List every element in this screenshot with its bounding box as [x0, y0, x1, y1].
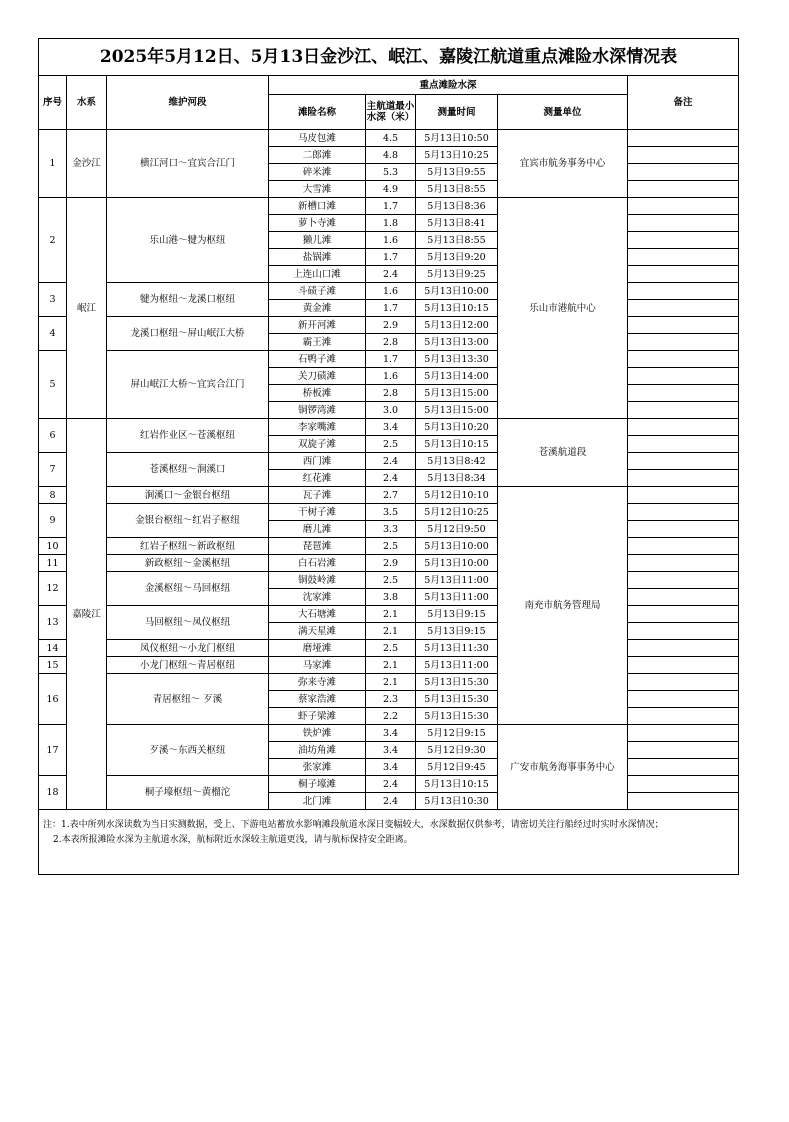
- time-cell: 5月13日10:00: [416, 283, 498, 300]
- shoal-cell: 弥来寺滩: [269, 674, 366, 691]
- remark-cell: [628, 674, 739, 691]
- time-cell: 5月13日10:00: [416, 555, 498, 572]
- remark-cell: [628, 742, 739, 759]
- depth-cell: 4.5: [366, 130, 416, 147]
- remark-cell: [628, 759, 739, 776]
- time-cell: 5月13日10:25: [416, 147, 498, 164]
- unit-cell: 苍溪航道段: [498, 419, 628, 487]
- seq-cell: 10: [39, 538, 67, 555]
- unit-cell: 宜宾市航务事务中心: [498, 130, 628, 198]
- table-row: [39, 538, 739, 555]
- remark-cell: [628, 419, 739, 436]
- unit-cell: 乐山市港航中心: [498, 198, 628, 419]
- shoal-cell: 黄金滩: [269, 300, 366, 317]
- depth-cell: 2.5: [366, 538, 416, 555]
- depth-cell: 5.3: [366, 164, 416, 181]
- section-cell: 新政枢纽～金溪枢纽: [107, 555, 269, 572]
- time-cell: 5月13日9:55: [416, 164, 498, 181]
- seq-cell: 9: [39, 504, 67, 538]
- shoal-cell: 新槽口滩: [269, 198, 366, 215]
- remark-cell: [628, 555, 739, 572]
- section-cell: 屏山岷江大桥～宜宾合江门: [107, 351, 269, 419]
- section-cell: 歹溪～东西关枢纽: [107, 725, 269, 776]
- seq-cell: 5: [39, 351, 67, 419]
- remark-cell: [628, 640, 739, 657]
- remark-cell: [628, 317, 739, 334]
- time-cell: 5月13日10:20: [416, 419, 498, 436]
- depth-cell: 2.8: [366, 385, 416, 402]
- remark-cell: [628, 181, 739, 198]
- depth-cell: 4.9: [366, 181, 416, 198]
- section-cell: 凤仪枢纽～小龙门枢纽: [107, 640, 269, 657]
- time-cell: 5月13日10:15: [416, 300, 498, 317]
- seq-cell: 8: [39, 487, 67, 504]
- time-cell: 5月13日15:00: [416, 385, 498, 402]
- time-cell: 5月13日13:30: [416, 351, 498, 368]
- shoal-cell: 碎米滩: [269, 164, 366, 181]
- shoal-cell: 磨儿滩: [269, 521, 366, 538]
- remark-cell: [628, 521, 739, 538]
- river-cell: 金沙江: [67, 130, 107, 198]
- shoal-cell: 磨垭滩: [269, 640, 366, 657]
- depth-cell: 2.9: [366, 317, 416, 334]
- remark-cell: [628, 232, 739, 249]
- time-cell: 5月13日8:34: [416, 470, 498, 487]
- remark-cell: [628, 130, 739, 147]
- time-cell: 5月13日10:15: [416, 436, 498, 453]
- remark-cell: [628, 691, 739, 708]
- river-cell: 岷江: [67, 198, 107, 419]
- section-cell: 金银台枢纽～红岩子枢纽: [107, 504, 269, 538]
- shoal-cell: 铜鼓岭滩: [269, 572, 366, 589]
- shoal-cell: 西门滩: [269, 453, 366, 470]
- depth-cell: 2.7: [366, 487, 416, 504]
- remark-cell: [628, 470, 739, 487]
- seq-cell: 7: [39, 453, 67, 487]
- depth-cell: 2.2: [366, 708, 416, 725]
- section-cell: 桐子壕枢纽～黄榴沱: [107, 776, 269, 810]
- shoal-cell: 萝卜寺滩: [269, 215, 366, 232]
- notes-row: [39, 810, 739, 875]
- remark-cell: [628, 776, 739, 793]
- shoal-cell: 新开河滩: [269, 317, 366, 334]
- seq-cell: 3: [39, 283, 67, 317]
- time-cell: 5月13日9:15: [416, 623, 498, 640]
- time-cell: 5月12日9:15: [416, 725, 498, 742]
- section-cell: 涧溪口～金银台枢纽: [107, 487, 269, 504]
- table-row: [39, 572, 739, 589]
- depth-cell: 3.5: [366, 504, 416, 521]
- remark-cell: [628, 572, 739, 589]
- time-cell: 5月13日9:15: [416, 606, 498, 623]
- time-cell: 5月13日8:42: [416, 453, 498, 470]
- seq-cell: 14: [39, 640, 67, 657]
- seq-cell: 1: [39, 130, 67, 198]
- shoal-cell: 琵琶滩: [269, 538, 366, 555]
- time-cell: 5月13日14:00: [416, 368, 498, 385]
- remark-cell: [628, 436, 739, 453]
- remark-cell: [628, 164, 739, 181]
- depth-cell: 3.4: [366, 419, 416, 436]
- depth-cell: 2.5: [366, 572, 416, 589]
- shoal-cell: 李家嘴滩: [269, 419, 366, 436]
- section-cell: 金溪枢纽～马回枢纽: [107, 572, 269, 606]
- remark-cell: [628, 215, 739, 232]
- time-cell: 5月13日12:00: [416, 317, 498, 334]
- shoal-cell: 二郎滩: [269, 147, 366, 164]
- time-cell: 5月13日15:30: [416, 708, 498, 725]
- time-cell: 5月13日8:36: [416, 198, 498, 215]
- shoal-cell: 油坊角滩: [269, 742, 366, 759]
- shoal-cell: 霸王滩: [269, 334, 366, 351]
- shoal-cell: 关刀碛滩: [269, 368, 366, 385]
- time-cell: 5月13日11:00: [416, 572, 498, 589]
- time-cell: 5月13日9:20: [416, 249, 498, 266]
- remark-cell: [628, 147, 739, 164]
- depth-cell: 2.4: [366, 453, 416, 470]
- remark-cell: [628, 725, 739, 742]
- depth-cell: 2.4: [366, 793, 416, 810]
- shoal-cell: 石鸭子滩: [269, 351, 366, 368]
- time-cell: 5月13日15:00: [416, 402, 498, 419]
- table-row: [39, 198, 739, 215]
- shoal-cell: 大雪滩: [269, 181, 366, 198]
- depth-report-sheet: [38, 38, 738, 875]
- notes-cell: [39, 810, 739, 875]
- depth-cell: 1.7: [366, 249, 416, 266]
- time-cell: 5月13日8:55: [416, 181, 498, 198]
- time-cell: 5月13日11:00: [416, 589, 498, 606]
- time-cell: 5月13日10:00: [416, 538, 498, 555]
- depth-cell: 4.8: [366, 147, 416, 164]
- seq-cell: 18: [39, 776, 67, 810]
- seq-cell: 6: [39, 419, 67, 453]
- seq-cell: 2: [39, 198, 67, 283]
- remark-cell: [628, 504, 739, 521]
- remark-cell: [628, 334, 739, 351]
- shoal-cell: 獭儿滩: [269, 232, 366, 249]
- table-row: [39, 351, 739, 368]
- time-cell: 5月13日11:30: [416, 640, 498, 657]
- seq-cell: 13: [39, 606, 67, 640]
- shoal-cell: 大石塘滩: [269, 606, 366, 623]
- table-row: [39, 776, 739, 793]
- time-cell: 5月13日10:50: [416, 130, 498, 147]
- section-cell: 犍为枢纽～龙溪口枢纽: [107, 283, 269, 317]
- header-time: 测量时间: [416, 95, 498, 130]
- table-row: [39, 130, 739, 147]
- header-depth: 主航道最小水深（米）: [366, 95, 416, 130]
- depth-cell: 3.0: [366, 402, 416, 419]
- remark-cell: [628, 266, 739, 283]
- remark-cell: [628, 300, 739, 317]
- remark-cell: [628, 623, 739, 640]
- remark-cell: [628, 198, 739, 215]
- depth-cell: 2.1: [366, 606, 416, 623]
- table-row: [39, 657, 739, 674]
- table-row: [39, 317, 739, 334]
- shoal-cell: 斗碛子滩: [269, 283, 366, 300]
- remark-cell: [628, 708, 739, 725]
- shoal-cell: 桐子壕滩: [269, 776, 366, 793]
- remark-cell: [628, 657, 739, 674]
- depth-cell: 1.6: [366, 283, 416, 300]
- page-title: 2025年5月12日、5月13日金沙江、岷江、嘉陵江航道重点滩险水深情况表: [39, 39, 739, 76]
- depth-table: [38, 38, 739, 875]
- unit-cell: 南充市航务管理局: [498, 487, 628, 725]
- shoal-cell: 铜锣湾滩: [269, 402, 366, 419]
- shoal-cell: 蔡家浩滩: [269, 691, 366, 708]
- shoal-cell: 瓦子滩: [269, 487, 366, 504]
- table-row: [39, 555, 739, 572]
- time-cell: 5月13日10:30: [416, 793, 498, 810]
- depth-cell: 3.4: [366, 742, 416, 759]
- table-row: [39, 504, 739, 521]
- section-cell: 苍溪枢纽～涧溪口: [107, 453, 269, 487]
- section-cell: 小龙门枢纽～青居枢纽: [107, 657, 269, 674]
- time-cell: 5月13日13:00: [416, 334, 498, 351]
- section-cell: 红岩作业区～苍溪枢纽: [107, 419, 269, 453]
- section-cell: 横江河口～宜宾合江门: [107, 130, 269, 198]
- shoal-cell: 铁炉滩: [269, 725, 366, 742]
- shoal-cell: 干树子滩: [269, 504, 366, 521]
- depth-cell: 1.7: [366, 300, 416, 317]
- shoal-cell: 北门滩: [269, 793, 366, 810]
- table-row: [39, 419, 739, 436]
- shoal-cell: 满天星滩: [269, 623, 366, 640]
- table-row: [39, 453, 739, 470]
- time-cell: 5月12日10:10: [416, 487, 498, 504]
- time-cell: 5月13日8:41: [416, 215, 498, 232]
- time-cell: 5月13日9:25: [416, 266, 498, 283]
- header-section: 维护河段: [107, 76, 269, 130]
- depth-cell: 1.7: [366, 351, 416, 368]
- depth-cell: 3.4: [366, 759, 416, 776]
- time-cell: 5月12日9:45: [416, 759, 498, 776]
- time-cell: 5月13日15:30: [416, 691, 498, 708]
- depth-cell: 2.1: [366, 674, 416, 691]
- header-remark: 备注: [628, 76, 739, 130]
- shoal-cell: 马皮包滩: [269, 130, 366, 147]
- shoal-cell: 上连山口滩: [269, 266, 366, 283]
- seq-cell: 17: [39, 725, 67, 776]
- table-row: [39, 725, 739, 742]
- depth-cell: 2.4: [366, 776, 416, 793]
- depth-cell: 3.4: [366, 725, 416, 742]
- section-cell: 红岩子枢纽～新政枢纽: [107, 538, 269, 555]
- remark-cell: [628, 453, 739, 470]
- shoal-cell: 双旋子滩: [269, 436, 366, 453]
- remark-cell: [628, 351, 739, 368]
- depth-cell: 2.5: [366, 640, 416, 657]
- depth-cell: 2.3: [366, 691, 416, 708]
- shoal-cell: 虾子梁滩: [269, 708, 366, 725]
- remark-cell: [628, 402, 739, 419]
- remark-cell: [628, 538, 739, 555]
- seq-cell: 12: [39, 572, 67, 606]
- unit-cell: 广安市航务海事事务中心: [498, 725, 628, 810]
- depth-cell: 2.4: [366, 470, 416, 487]
- header-seq: 序号: [39, 76, 67, 130]
- seq-cell: 4: [39, 317, 67, 351]
- time-cell: 5月13日11:00: [416, 657, 498, 674]
- depth-cell: 2.5: [366, 436, 416, 453]
- depth-cell: 1.8: [366, 215, 416, 232]
- table-row: [39, 674, 739, 691]
- seq-cell: 11: [39, 555, 67, 572]
- depth-cell: 1.6: [366, 368, 416, 385]
- shoal-cell: 沈家滩: [269, 589, 366, 606]
- header-river: 水系: [67, 76, 107, 130]
- depth-cell: 3.8: [366, 589, 416, 606]
- table-row: [39, 606, 739, 623]
- note-line: 2.本表所报滩险水深为主航道水深，航标附近水深较主航道更浅，请与航标保持安全距离。: [53, 835, 413, 845]
- remark-cell: [628, 368, 739, 385]
- river-cell: 嘉陵江: [67, 419, 107, 810]
- remark-cell: [628, 385, 739, 402]
- time-cell: 5月12日10:25: [416, 504, 498, 521]
- depth-cell: 2.9: [366, 555, 416, 572]
- section-cell: 乐山港～犍为枢纽: [107, 198, 269, 283]
- shoal-cell: 白石岩滩: [269, 555, 366, 572]
- table-row: [39, 487, 739, 504]
- note-line: 注：1.表中所列水深读数为当日实测数据，受上、下游电站蓄放水影响滩段航道水深日变幅较大，水深数据仅供参考，请密切关注行船经过时实时水深情况；: [43, 820, 664, 830]
- header-group: 重点滩险水深: [269, 76, 628, 95]
- header-shoal: 滩险名称: [269, 95, 366, 130]
- depth-cell: 2.1: [366, 623, 416, 640]
- section-cell: 马回枢纽～凤仪枢纽: [107, 606, 269, 640]
- depth-cell: 2.8: [366, 334, 416, 351]
- remark-cell: [628, 589, 739, 606]
- time-cell: 5月13日10:15: [416, 776, 498, 793]
- shoal-cell: 红花滩: [269, 470, 366, 487]
- depth-cell: 1.7: [366, 198, 416, 215]
- section-cell: 龙溪口枢纽～屏山岷江大桥: [107, 317, 269, 351]
- shoal-cell: 盐锅滩: [269, 249, 366, 266]
- table-row: [39, 640, 739, 657]
- time-cell: 5月13日15:30: [416, 674, 498, 691]
- remark-cell: [628, 487, 739, 504]
- shoal-cell: 桥板滩: [269, 385, 366, 402]
- seq-cell: 16: [39, 674, 67, 725]
- time-cell: 5月13日8:55: [416, 232, 498, 249]
- depth-cell: 2.1: [366, 657, 416, 674]
- shoal-cell: 张家滩: [269, 759, 366, 776]
- header-unit: 测量单位: [498, 95, 628, 130]
- depth-cell: 3.3: [366, 521, 416, 538]
- remark-cell: [628, 249, 739, 266]
- remark-cell: [628, 793, 739, 810]
- section-cell: 青居枢纽～ 歹溪: [107, 674, 269, 725]
- time-cell: 5月12日9:30: [416, 742, 498, 759]
- seq-cell: 15: [39, 657, 67, 674]
- depth-cell: 1.6: [366, 232, 416, 249]
- depth-cell: 2.4: [366, 266, 416, 283]
- time-cell: 5月12日9:50: [416, 521, 498, 538]
- remark-cell: [628, 606, 739, 623]
- remark-cell: [628, 283, 739, 300]
- shoal-cell: 马家滩: [269, 657, 366, 674]
- table-row: [39, 283, 739, 300]
